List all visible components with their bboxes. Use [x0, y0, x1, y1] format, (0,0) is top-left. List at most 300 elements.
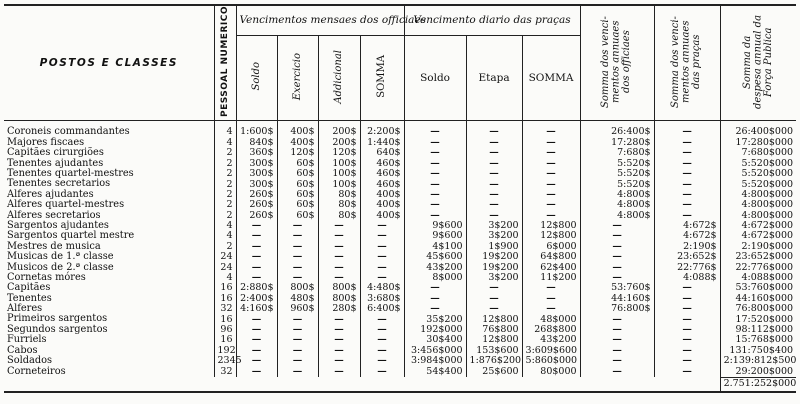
cell-officiaes-somma: 1:440$	[360, 138, 404, 148]
cell-officiaes-somma: 400$	[360, 210, 404, 220]
cell-officiaes-somma: —	[360, 314, 404, 324]
cell-pracas-soldo: 3:456$000	[404, 345, 466, 355]
cell-officiaes-exercicio: —	[277, 345, 318, 355]
cell-somma-officiaes: —	[580, 325, 654, 335]
cell-officiaes-exercicio: 60$	[277, 169, 318, 179]
cell-officiaes-addicional: 120$	[318, 148, 360, 158]
cell-pessoal: 4	[214, 231, 236, 241]
cell-somma-officiaes: —	[580, 241, 654, 251]
cell-officiaes-soldo: —	[236, 335, 277, 345]
cell-officiaes-addicional: —	[318, 325, 360, 335]
cell-officiaes-somma: 2:200$	[360, 120, 404, 138]
table-row	[4, 283, 796, 293]
cell-pessoal: 24	[214, 262, 236, 272]
cell-officiaes-soldo: —	[236, 325, 277, 335]
cell-despesa-total: 23:652$000	[720, 252, 796, 262]
table-row	[4, 262, 796, 272]
somma-despesa-heading: Somma da despesa annual da Força Publica	[720, 5, 796, 120]
cell-pessoal: 2345	[214, 356, 236, 366]
cell-somma-officiaes: —	[580, 273, 654, 283]
cell-officiaes-exercicio: 60$	[277, 189, 318, 199]
cell-officiaes-somma: 460$	[360, 179, 404, 189]
somma-officiaes-heading: Somma dos venci-mentos annuaes dos officiaes	[580, 5, 654, 120]
table-row	[4, 169, 796, 179]
cell-despesa-total: 29:200$000	[720, 366, 796, 377]
cell-pracas-somma: 62$400	[522, 262, 580, 272]
cell-pessoal: 16	[214, 335, 236, 345]
cell-officiaes-soldo: 300$	[236, 158, 277, 168]
cell-pracas-etapa: 1:876$200	[466, 356, 522, 366]
cell-officiaes-exercicio: 60$	[277, 158, 318, 168]
pessoal-numerico-heading: PESSOAL NUMERICO	[214, 5, 236, 120]
row-label: Majores fiscaes	[7, 136, 85, 148]
cell-officiaes-soldo: 4:160$	[236, 304, 277, 314]
row-label: Tenentes quartel-mestres	[7, 168, 134, 179]
table-row	[4, 273, 796, 283]
col-officiaes-addicional: Addicional	[318, 36, 360, 120]
cell-officiaes-addicional: 800$	[318, 283, 360, 293]
row-label: Alferes secretarios	[7, 209, 101, 221]
cell-pessoal: 2	[214, 158, 236, 168]
cell-officiaes-soldo: —	[236, 314, 277, 324]
cell-officiaes-addicional: 200$	[318, 120, 360, 138]
cell-pessoal: 32	[214, 366, 236, 377]
cell-officiaes-addicional: —	[318, 252, 360, 262]
cell-somma-officiaes: —	[580, 262, 654, 272]
cell-pracas-etapa: 3$200	[466, 221, 522, 231]
row-label: Tenentes secretarios	[7, 178, 111, 190]
cell-officiaes-addicional: —	[318, 273, 360, 283]
cell-officiaes-exercicio: —	[277, 366, 318, 377]
cell-officiaes-somma: —	[360, 231, 404, 241]
cell-somma-officiaes: 17:280$	[580, 138, 654, 148]
cell-officiaes-somma: —	[360, 366, 404, 377]
cell-officiaes-addicional: 80$	[318, 200, 360, 210]
table-row	[4, 325, 796, 335]
cell-pracas-soldo: 35$200	[404, 314, 466, 324]
cell-officiaes-exercicio: —	[277, 325, 318, 335]
cell-despesa-total: 5:520$000	[720, 179, 796, 189]
cell-somma-pracas: —	[654, 283, 720, 293]
cell-pessoal: 2	[214, 200, 236, 210]
table-row	[4, 120, 796, 138]
cell-pracas-etapa: —	[466, 179, 522, 189]
cell-pracas-somma: 80$000	[522, 366, 580, 377]
cell-officiaes-addicional: —	[318, 221, 360, 231]
cell-somma-officiaes: 7:680$	[580, 148, 654, 158]
cell-somma-officiaes: 26:400$	[580, 120, 654, 138]
cell-officiaes-addicional: —	[318, 231, 360, 241]
cell-pracas-somma: 11$200	[522, 273, 580, 283]
cell-officiaes-somma: —	[360, 335, 404, 345]
cell-despesa-total: 98:112$000	[720, 325, 796, 335]
cell-officiaes-exercicio: 120$	[277, 148, 318, 158]
cell-pracas-soldo: 4$100	[404, 241, 466, 251]
row-label: Cornetas móres	[7, 271, 86, 283]
table-row	[4, 335, 796, 345]
cell-officiaes-soldo: 2:400$	[236, 293, 277, 303]
cell-officiaes-exercicio: —	[277, 335, 318, 345]
cell-officiaes-somma: 4:480$	[360, 283, 404, 293]
cell-pracas-soldo: —	[404, 179, 466, 189]
cell-pessoal: 16	[214, 283, 236, 293]
cell-pracas-etapa: —	[466, 138, 522, 148]
cell-somma-officiaes: 44:160$	[580, 293, 654, 303]
cell-somma-officiaes: —	[580, 252, 654, 262]
cell-officiaes-soldo: —	[236, 252, 277, 262]
cell-officiaes-soldo: —	[236, 273, 277, 283]
cell-officiaes-exercicio: —	[277, 252, 318, 262]
cell-pracas-etapa: —	[466, 304, 522, 314]
cell-pessoal: 2	[214, 148, 236, 158]
cell-somma-pracas: —	[654, 179, 720, 189]
table-row	[4, 314, 796, 324]
cell-somma-officiaes: —	[580, 231, 654, 241]
cell-somma-pracas: —	[654, 304, 720, 314]
table-row	[4, 356, 796, 366]
cell-pracas-etapa: 3$200	[466, 273, 522, 283]
cell-pracas-somma: 64$800	[522, 252, 580, 262]
cell-officiaes-exercicio: 60$	[277, 210, 318, 220]
cell-pracas-etapa: —	[466, 120, 522, 138]
grand-total-spacer	[4, 377, 720, 392]
row-label: Tenentes ajudantes	[7, 157, 104, 169]
cell-despesa-total: 7:680$000	[720, 148, 796, 158]
cell-somma-pracas: —	[654, 138, 720, 148]
ledger-body	[4, 120, 796, 377]
row-label: Tenentes	[7, 292, 52, 304]
cell-despesa-total: 22:776$000	[720, 262, 796, 272]
cell-pracas-somma: —	[522, 293, 580, 303]
cell-pracas-somma: 3:609$600	[522, 345, 580, 355]
cell-somma-officiaes: 5:520$	[580, 169, 654, 179]
cell-pracas-soldo: 9$600	[404, 221, 466, 231]
cell-pracas-etapa: —	[466, 148, 522, 158]
table-row	[4, 241, 796, 251]
cell-officiaes-exercicio: —	[277, 241, 318, 251]
cell-somma-pracas: —	[654, 210, 720, 220]
cell-despesa-total: 5:520$000	[720, 169, 796, 179]
table-row	[4, 231, 796, 241]
col-pracas-etapa: Etapa	[466, 36, 522, 120]
cell-officiaes-somma: 460$	[360, 169, 404, 179]
cell-officiaes-somma: 400$	[360, 189, 404, 199]
cell-pracas-etapa: 12$800	[466, 314, 522, 324]
cell-pracas-soldo: 192$000	[404, 325, 466, 335]
cell-pracas-etapa: 3$200	[466, 231, 522, 241]
cell-pracas-soldo: —	[404, 189, 466, 199]
cell-despesa-total: 44:160$000	[720, 293, 796, 303]
cell-officiaes-addicional: 200$	[318, 138, 360, 148]
col-officiaes-soldo: Soldo	[236, 36, 277, 120]
row-label: Sargentos quartel mestre	[7, 230, 135, 242]
cell-pracas-somma: —	[522, 200, 580, 210]
cell-pracas-soldo: —	[404, 138, 466, 148]
cell-pracas-somma: 12$800	[522, 231, 580, 241]
cell-officiaes-exercicio: 60$	[277, 179, 318, 189]
cell-pracas-soldo: 30$400	[404, 335, 466, 345]
cell-pracas-soldo: 54$400	[404, 366, 466, 377]
cell-officiaes-soldo: 300$	[236, 169, 277, 179]
cell-somma-officiaes: —	[580, 366, 654, 377]
cell-pracas-etapa: 76$800	[466, 325, 522, 335]
cell-officiaes-somma: 640$	[360, 148, 404, 158]
cell-despesa-total: 15:768$000	[720, 335, 796, 345]
cell-officiaes-exercicio: —	[277, 314, 318, 324]
row-label: Capitães	[7, 282, 51, 294]
cell-pessoal: 192	[214, 345, 236, 355]
cell-pessoal: 2	[214, 169, 236, 179]
cell-pracas-somma: —	[522, 148, 580, 158]
cell-officiaes-exercicio: 960$	[277, 304, 318, 314]
cell-officiaes-addicional: —	[318, 345, 360, 355]
cell-officiaes-soldo: 840$	[236, 138, 277, 148]
cell-pracas-soldo: —	[404, 120, 466, 138]
cell-officiaes-soldo: 260$	[236, 210, 277, 220]
cell-somma-pracas: —	[654, 325, 720, 335]
cell-officiaes-addicional: —	[318, 314, 360, 324]
cell-somma-officiaes: —	[580, 314, 654, 324]
cell-officiaes-somma: —	[360, 345, 404, 355]
col-officiaes-somma: SOMMA	[360, 36, 404, 120]
cell-despesa-total: 5:520$000	[720, 158, 796, 168]
cell-pracas-soldo: 9$600	[404, 231, 466, 241]
cell-officiaes-soldo: —	[236, 262, 277, 272]
cell-officiaes-somma: —	[360, 252, 404, 262]
cell-somma-officiaes: 5:520$	[580, 158, 654, 168]
cell-officiaes-addicional: 80$	[318, 210, 360, 220]
cell-pracas-somma: —	[522, 179, 580, 189]
cell-pessoal: 16	[214, 293, 236, 303]
cell-officiaes-soldo: 260$	[236, 189, 277, 199]
row-label: Soldados	[7, 355, 53, 367]
cell-officiaes-soldo: 300$	[236, 179, 277, 189]
cell-pracas-etapa: 25$600	[466, 366, 522, 377]
cell-pracas-somma: —	[522, 169, 580, 179]
cell-somma-officiaes: 4:800$	[580, 210, 654, 220]
cell-officiaes-exercicio: —	[277, 262, 318, 272]
table-row	[4, 293, 796, 303]
cell-officiaes-addicional: —	[318, 366, 360, 377]
vencimento-pracas-heading: Vencimento diario das praças	[404, 5, 580, 36]
cell-pessoal: 2	[214, 210, 236, 220]
cell-pracas-etapa: —	[466, 169, 522, 179]
cell-somma-pracas: 2:190$	[654, 241, 720, 251]
cell-pracas-somma: —	[522, 120, 580, 138]
cell-somma-officiaes: —	[580, 356, 654, 366]
row-label: Capitães cirurgiões	[7, 147, 104, 159]
cell-pracas-soldo: —	[404, 210, 466, 220]
cell-pracas-soldo: —	[404, 169, 466, 179]
cell-despesa-total: 4:672$000	[720, 221, 796, 231]
cell-pracas-soldo: —	[404, 158, 466, 168]
cell-pracas-soldo: 43$200	[404, 262, 466, 272]
cell-officiaes-exercicio: 400$	[277, 120, 318, 138]
table-row	[4, 345, 796, 355]
cell-somma-officiaes: —	[580, 221, 654, 231]
cell-officiaes-somma: 3:680$	[360, 293, 404, 303]
row-label: Corneteiros	[7, 365, 66, 377]
cell-officiaes-addicional: —	[318, 241, 360, 251]
cell-officiaes-soldo: 260$	[236, 200, 277, 210]
row-label: Alferes	[7, 303, 43, 315]
cell-pessoal: 2	[214, 179, 236, 189]
cell-pracas-soldo: —	[404, 200, 466, 210]
cell-officiaes-exercicio: 480$	[277, 293, 318, 303]
row-label: Alferes ajudantes	[7, 188, 94, 200]
cell-officiaes-exercicio: —	[277, 221, 318, 231]
cell-despesa-total: 4:088$000	[720, 273, 796, 283]
cell-pracas-somma: 6$000	[522, 241, 580, 251]
cell-pracas-somma: 12$800	[522, 221, 580, 231]
cell-somma-officiaes: 5:520$	[580, 179, 654, 189]
cell-somma-pracas: —	[654, 148, 720, 158]
cell-officiaes-soldo: —	[236, 345, 277, 355]
cell-officiaes-somma: 460$	[360, 158, 404, 168]
cell-pracas-soldo: —	[404, 293, 466, 303]
cell-officiaes-addicional: 280$	[318, 304, 360, 314]
cell-despesa-total: 4:800$000	[720, 200, 796, 210]
col-pracas-somma: SOMMA	[522, 36, 580, 120]
cell-pessoal: 16	[214, 314, 236, 324]
cell-despesa-total: 76:800$000	[720, 304, 796, 314]
cell-officiaes-soldo: —	[236, 241, 277, 251]
cell-officiaes-soldo: 1:600$	[236, 120, 277, 138]
cell-somma-officiaes: 53:760$	[580, 283, 654, 293]
cell-officiaes-exercicio: 400$	[277, 138, 318, 148]
cell-despesa-total: 17:520$000	[720, 314, 796, 324]
cell-pracas-somma: 268$800	[522, 325, 580, 335]
cell-pracas-soldo: 8$000	[404, 273, 466, 283]
cell-somma-pracas: —	[654, 356, 720, 366]
cell-officiaes-somma: —	[360, 241, 404, 251]
row-label: Sargentos ajudantes	[7, 219, 109, 231]
cell-somma-pracas: 22:776$	[654, 262, 720, 272]
table-row	[4, 366, 796, 377]
cell-officiaes-exercicio: —	[277, 231, 318, 241]
table-row	[4, 200, 796, 210]
cell-officiaes-addicional: 100$	[318, 158, 360, 168]
cell-officiaes-exercicio: 800$	[277, 283, 318, 293]
cell-pracas-etapa: —	[466, 200, 522, 210]
cell-officiaes-somma: —	[360, 262, 404, 272]
cell-officiaes-soldo: —	[236, 221, 277, 231]
cell-pracas-etapa: —	[466, 293, 522, 303]
cell-pracas-etapa: —	[466, 210, 522, 220]
cell-officiaes-addicional: 800$	[318, 293, 360, 303]
cell-despesa-total: 2:139:812$500	[720, 356, 796, 366]
somma-pracas-heading: Somma dos venci-mentos annuaes das praças	[654, 5, 720, 120]
cell-pracas-soldo: —	[404, 304, 466, 314]
cell-pessoal: 4	[214, 273, 236, 283]
cell-pessoal: 32	[214, 304, 236, 314]
col-pracas-soldo: Soldo	[404, 36, 466, 120]
cell-pessoal: 4	[214, 120, 236, 138]
cell-officiaes-somma: 6:400$	[360, 304, 404, 314]
cell-somma-pracas: —	[654, 169, 720, 179]
row-label: Primeiros sargentos	[7, 313, 108, 325]
cell-pracas-etapa: 153$600	[466, 345, 522, 355]
cell-pracas-somma: 5:860$000	[522, 356, 580, 366]
cell-officiaes-addicional: —	[318, 356, 360, 366]
cell-pracas-soldo: 3:984$000	[404, 356, 466, 366]
row-label: Musicas de 1.ª classe	[7, 251, 114, 263]
cell-officiaes-soldo: —	[236, 366, 277, 377]
cell-pracas-somma: —	[522, 189, 580, 199]
row-label: Cabos	[7, 344, 38, 356]
cell-somma-officiaes: —	[580, 345, 654, 355]
cell-somma-officiaes: 4:800$	[580, 189, 654, 199]
cell-pracas-somma: 48$000	[522, 314, 580, 324]
cell-officiaes-addicional: —	[318, 262, 360, 272]
cell-somma-officiaes: 4:800$	[580, 200, 654, 210]
cell-somma-pracas: —	[654, 120, 720, 138]
row-label: Coroneis commandantes	[7, 125, 130, 137]
cell-somma-pracas: —	[654, 200, 720, 210]
cell-officiaes-somma: 400$	[360, 200, 404, 210]
cell-pracas-soldo: —	[404, 148, 466, 158]
cell-somma-pracas: 4:672$	[654, 231, 720, 241]
cell-despesa-total: 26:400$000	[720, 120, 796, 138]
cell-somma-pracas: —	[654, 158, 720, 168]
row-label: Musicos de 2.ª classe	[7, 261, 114, 273]
cell-despesa-total: 131:750$400	[720, 345, 796, 355]
cell-somma-pracas: —	[654, 335, 720, 345]
cell-despesa-total: 4:800$000	[720, 210, 796, 220]
row-label: Mestres de musica	[7, 240, 101, 252]
cell-pracas-somma: —	[522, 138, 580, 148]
cell-pessoal: 24	[214, 252, 236, 262]
cell-officiaes-somma: —	[360, 273, 404, 283]
cell-pracas-soldo: 45$600	[404, 252, 466, 262]
cell-pracas-somma: —	[522, 158, 580, 168]
cell-pracas-somma: —	[522, 304, 580, 314]
budget-table	[4, 4, 796, 393]
cell-officiaes-addicional: —	[318, 335, 360, 345]
table-row	[4, 304, 796, 314]
cell-pracas-etapa: 19$200	[466, 252, 522, 262]
cell-pessoal: 2	[214, 189, 236, 199]
cell-somma-pracas: —	[654, 293, 720, 303]
row-label: Furriels	[7, 334, 47, 346]
cell-somma-pracas: —	[654, 314, 720, 324]
cell-officiaes-exercicio: —	[277, 356, 318, 366]
cell-despesa-total: 4:800$000	[720, 189, 796, 199]
cell-somma-pracas: 4:672$	[654, 221, 720, 231]
cell-pracas-etapa: 19$200	[466, 262, 522, 272]
table-row	[4, 252, 796, 262]
cell-pessoal: 4	[214, 221, 236, 231]
cell-officiaes-soldo: —	[236, 356, 277, 366]
cell-pracas-etapa: —	[466, 158, 522, 168]
cell-pessoal: 96	[214, 325, 236, 335]
grand-total: 2.751:252$000	[720, 377, 796, 392]
table-row	[4, 148, 796, 158]
cell-pracas-etapa: —	[466, 189, 522, 199]
row-label: Alferes quartel-mestres	[7, 199, 125, 211]
cell-despesa-total: 53:760$000	[720, 283, 796, 293]
cell-officiaes-addicional: 80$	[318, 189, 360, 199]
cell-pracas-soldo: —	[404, 283, 466, 293]
cell-officiaes-addicional: 100$	[318, 179, 360, 189]
table-row	[4, 138, 796, 148]
postos-classes-heading: POSTOS E CLASSES	[4, 5, 214, 120]
cell-somma-pracas: —	[654, 189, 720, 199]
cell-somma-pracas: —	[654, 366, 720, 377]
col-officiaes-exercicio: Exercicio	[277, 36, 318, 120]
cell-pracas-etapa: 1$900	[466, 241, 522, 251]
cell-officiaes-somma: —	[360, 325, 404, 335]
